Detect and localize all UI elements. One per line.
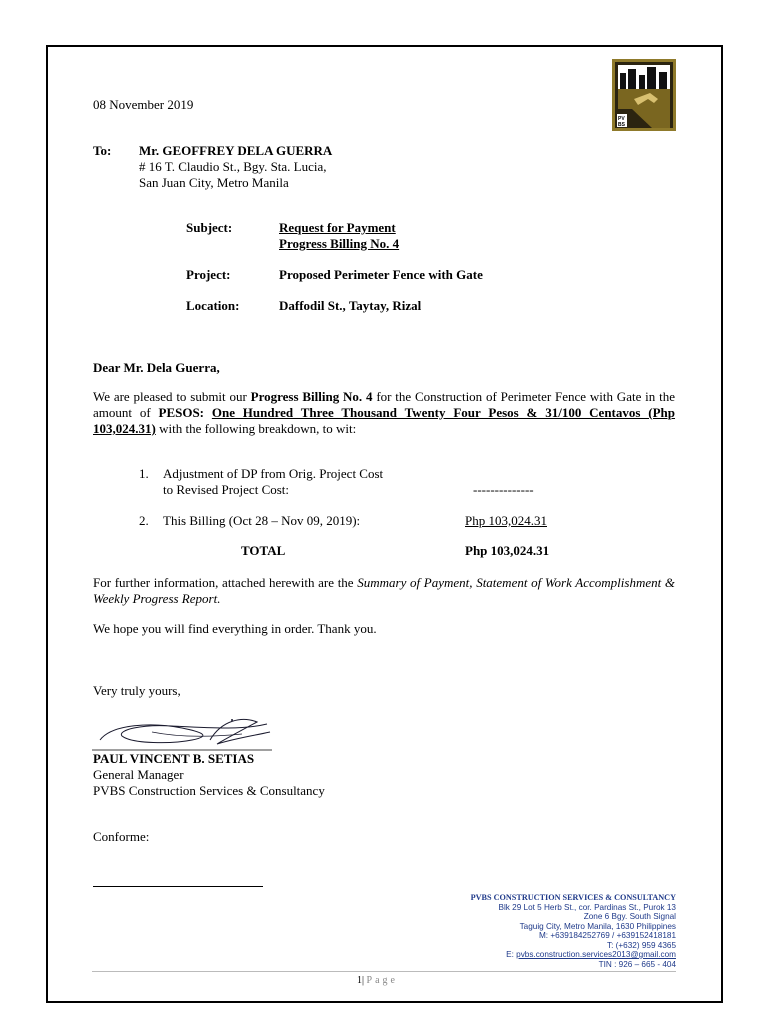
signer-title: General Manager <box>93 767 184 782</box>
signer-company: PVBS Construction Services & Consultancy <box>93 783 325 798</box>
item-1-label-line-2: to Revised Project Cost: <box>163 482 290 497</box>
to-label: To: <box>93 143 112 158</box>
svg-text:PV: PV <box>618 116 625 122</box>
recipient-address-line-1: # 16 T. Claudio St., Bgy. Sta. Lucia, <box>139 159 327 174</box>
subject-line-1: Request for Payment <box>279 220 396 235</box>
closing: Very truly yours, <box>93 683 181 698</box>
footer-telephone: T: (+632) 959 4365 <box>607 940 676 950</box>
project-label: Project: <box>186 267 231 282</box>
footer-company-name: PVBS CONSTRUCTION SERVICES & CONSULTANCY <box>470 893 676 902</box>
salutation: Dear Mr. Dela Guerra, <box>93 360 220 375</box>
footer-tin: TIN : 926 – 665 - 404 <box>598 959 676 969</box>
total-label: TOTAL <box>241 543 286 558</box>
company-logo <box>612 59 676 131</box>
item-2-label: This Billing (Oct 28 – Nov 09, 2019): <box>163 513 361 528</box>
footer-address-3: Taguig City, Metro Manila, 1630 Philippines <box>519 921 676 931</box>
subject-label: Subject: <box>186 220 233 235</box>
recipient-name: Mr. GEOFFREY DELA GUERRA <box>139 143 333 158</box>
page-number: 1| Page <box>357 975 398 986</box>
attachments-list: Summary of Payment, Statement of Work Accomplishment & Weekly Progress Report. <box>93 575 675 606</box>
billing-reference: Progress Billing No. 4 <box>250 389 373 404</box>
conforme-signature-line <box>93 886 263 887</box>
conforme-label: Conforme: <box>93 829 150 844</box>
item-1-value: -------------- <box>473 482 534 497</box>
footer-email-row: E: pvbs.construction.services2013@gmail.com <box>506 950 676 959</box>
location-label: Location: <box>186 298 240 313</box>
footer-divider <box>92 971 676 972</box>
recipient-address-line-2: San Juan City, Metro Manila <box>139 175 289 190</box>
total-value: Php 103,024.31 <box>465 543 550 558</box>
pesos-label: PESOS: <box>158 405 212 420</box>
footer-email-link[interactable]: pvbs.construction.services2013@gmail.com <box>516 950 676 959</box>
footer-company-info <box>471 893 676 969</box>
footer-mobile: M: +639184252769 / +639152418181 <box>538 931 676 940</box>
signer-name: PAUL VINCENT B. SETIAS <box>93 751 255 766</box>
svg-text:BS: BS <box>618 122 625 128</box>
subject-line-2: Progress Billing No. 4 <box>279 236 400 251</box>
item-2-number: 2. <box>139 513 149 528</box>
footer-address-1: Blk 29 Lot 5 Herb St., cor. Pardinas St., Purok 13 <box>498 902 676 912</box>
project-value: Proposed Perimeter Fence with Gate <box>279 267 483 282</box>
footer-address-2: Zone 6 Bgy. South Signal <box>583 912 676 921</box>
item-1-number: 1. <box>139 466 149 481</box>
body-paragraph-2: For further information, attached herewith are the Summary of Payment, Statement of Work Accomplishment & Weekly Progress Report. <box>93 575 675 606</box>
body-paragraph-1: We are pleased to submit our Progress Billing No. 4 for the Construction of Perimeter Fence with Gate in the amount of PESOS: One Hundred Three Thousand Twenty Four Pesos & 31/100 Centavos (Php 103,024.31) with the following breakdown, to wit: <box>93 389 676 436</box>
amount-in-words: One Hundred Three Thousand Twenty Four Pesos & 31/100 Centavos (Php 103,024.31) <box>93 405 676 436</box>
item-1-label-line-1: Adjustment of DP from Orig. Project Cost <box>163 466 384 481</box>
item-2-value: Php 103,024.31 <box>465 513 547 528</box>
body-paragraph-3: We hope you will find everything in order. Thank you. <box>93 621 377 636</box>
letter-date: 08 November 2019 <box>93 97 194 112</box>
location-value: Daffodil St., Taytay, Rizal <box>279 298 422 313</box>
